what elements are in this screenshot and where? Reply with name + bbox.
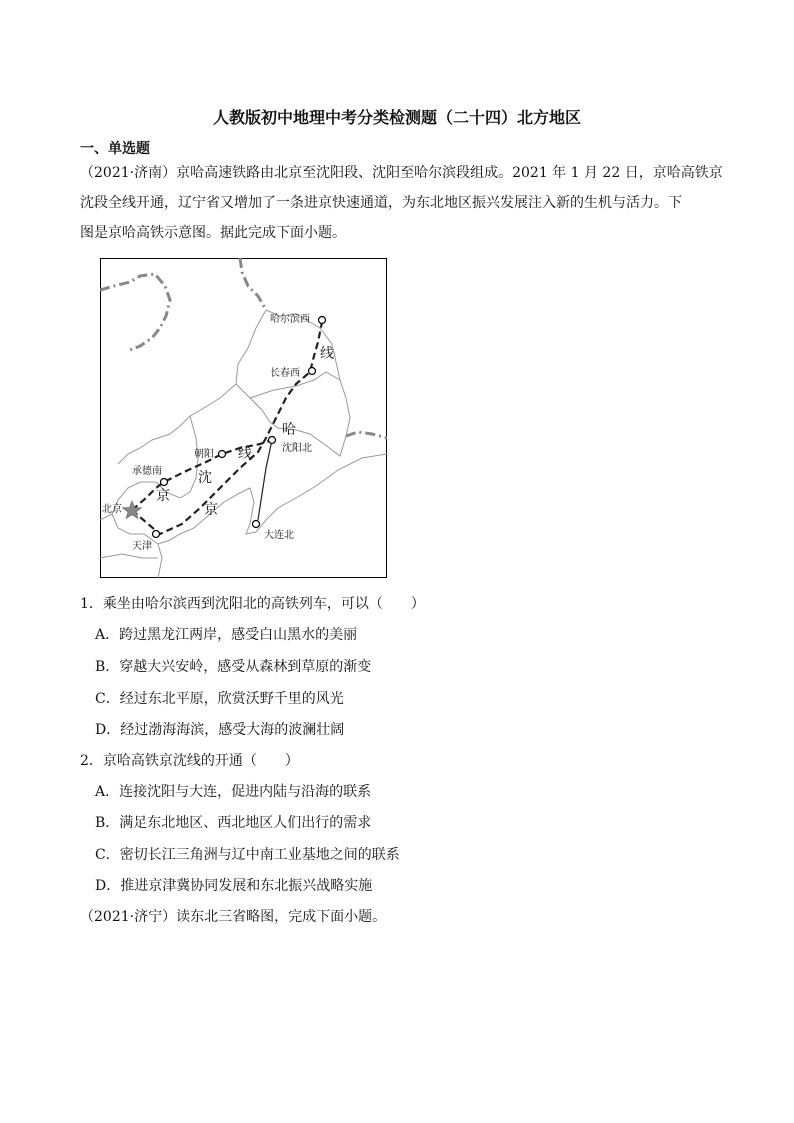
intro-paragraph-1 (80, 158, 723, 248)
source-tag: （2021·济南） (80, 165, 177, 181)
label-changchun-west: 长春西 (270, 368, 300, 379)
line-char: 线 (238, 446, 252, 462)
question-1-option-c[interactable]: C．经过东北平原，欣赏沃野千里的风光 (95, 691, 344, 707)
label-shenyang-north: 沈阳北 (282, 443, 312, 454)
question-2-option-a[interactable]: A．连接沈阳与大连，促进内陆与沿海的联系 (95, 784, 372, 800)
question-2-option-b[interactable]: B．满足东北地区、西北地区人们出行的需求 (95, 815, 372, 831)
rail-map (100, 258, 387, 578)
page-title: 人教版初中地理中考分类检测题（二十四）北方地区 (212, 108, 581, 127)
station-chengde-south (161, 479, 168, 486)
question-1-option-a[interactable]: A．跨过黑龙江两岸，感受白山黑水的美丽 (95, 627, 358, 643)
label-dalian-north: 大连北 (264, 530, 294, 541)
label-harbin-west: 哈尔滨西 (270, 314, 310, 325)
intro-line: 沈段全线开通，辽宁省又增加了一条进京快速通道，为东北地区振兴发展注入新的生机与活力。下 (80, 195, 682, 211)
station-harbin-west (319, 317, 326, 324)
station-changchun-west (309, 368, 316, 375)
section-heading: 一、单选题 (80, 141, 150, 157)
line-char: 哈 (282, 422, 296, 438)
question-2-option-c[interactable]: C．密切长江三角洲与辽中南工业基地之间的联系 (95, 847, 400, 863)
line-char: 京 (156, 488, 170, 504)
label-chengde-south: 承德南 (132, 466, 162, 477)
intro-line: 京哈高速铁路由北京至沈阳段、沈阳至哈尔滨段组成。2021 年 1 月 22 日，京哈高铁京 (176, 165, 723, 181)
question-1-stem: 1．乘坐由哈尔滨西到沈阳北的高铁列车，可以（ ） (80, 596, 425, 612)
station-dalian-north (253, 521, 260, 528)
label-tianjin: 天津 (132, 541, 152, 552)
question-2-stem: 2．京哈高铁京沈线的开通（ ） (80, 753, 299, 769)
station-chaoyang (219, 451, 226, 458)
intro-paragraph-2: （2021·济宁）读东北三省略图，完成下面小题。 (80, 909, 387, 925)
question-1-option-d[interactable]: D．经过渤海海滨，感受大海的波澜壮阔 (95, 722, 345, 738)
question-2-option-d[interactable]: D．推进京津冀协同发展和东北振兴战略实施 (95, 878, 373, 894)
question-1-option-b[interactable]: B．穿越大兴安岭，感受从森林到草原的渐变 (95, 659, 372, 675)
line-char: 京 (204, 502, 218, 518)
line-char: 沈 (198, 470, 212, 486)
intro-line: 图是京哈高铁示意图。据此完成下面小题。 (80, 225, 346, 241)
station-tianjin (153, 531, 160, 538)
station-shenyang-north (269, 437, 276, 444)
line-char: 线 (320, 346, 334, 362)
label-chaoyang: 朝阳 (194, 449, 214, 460)
label-beijing: 北京 (102, 504, 122, 515)
